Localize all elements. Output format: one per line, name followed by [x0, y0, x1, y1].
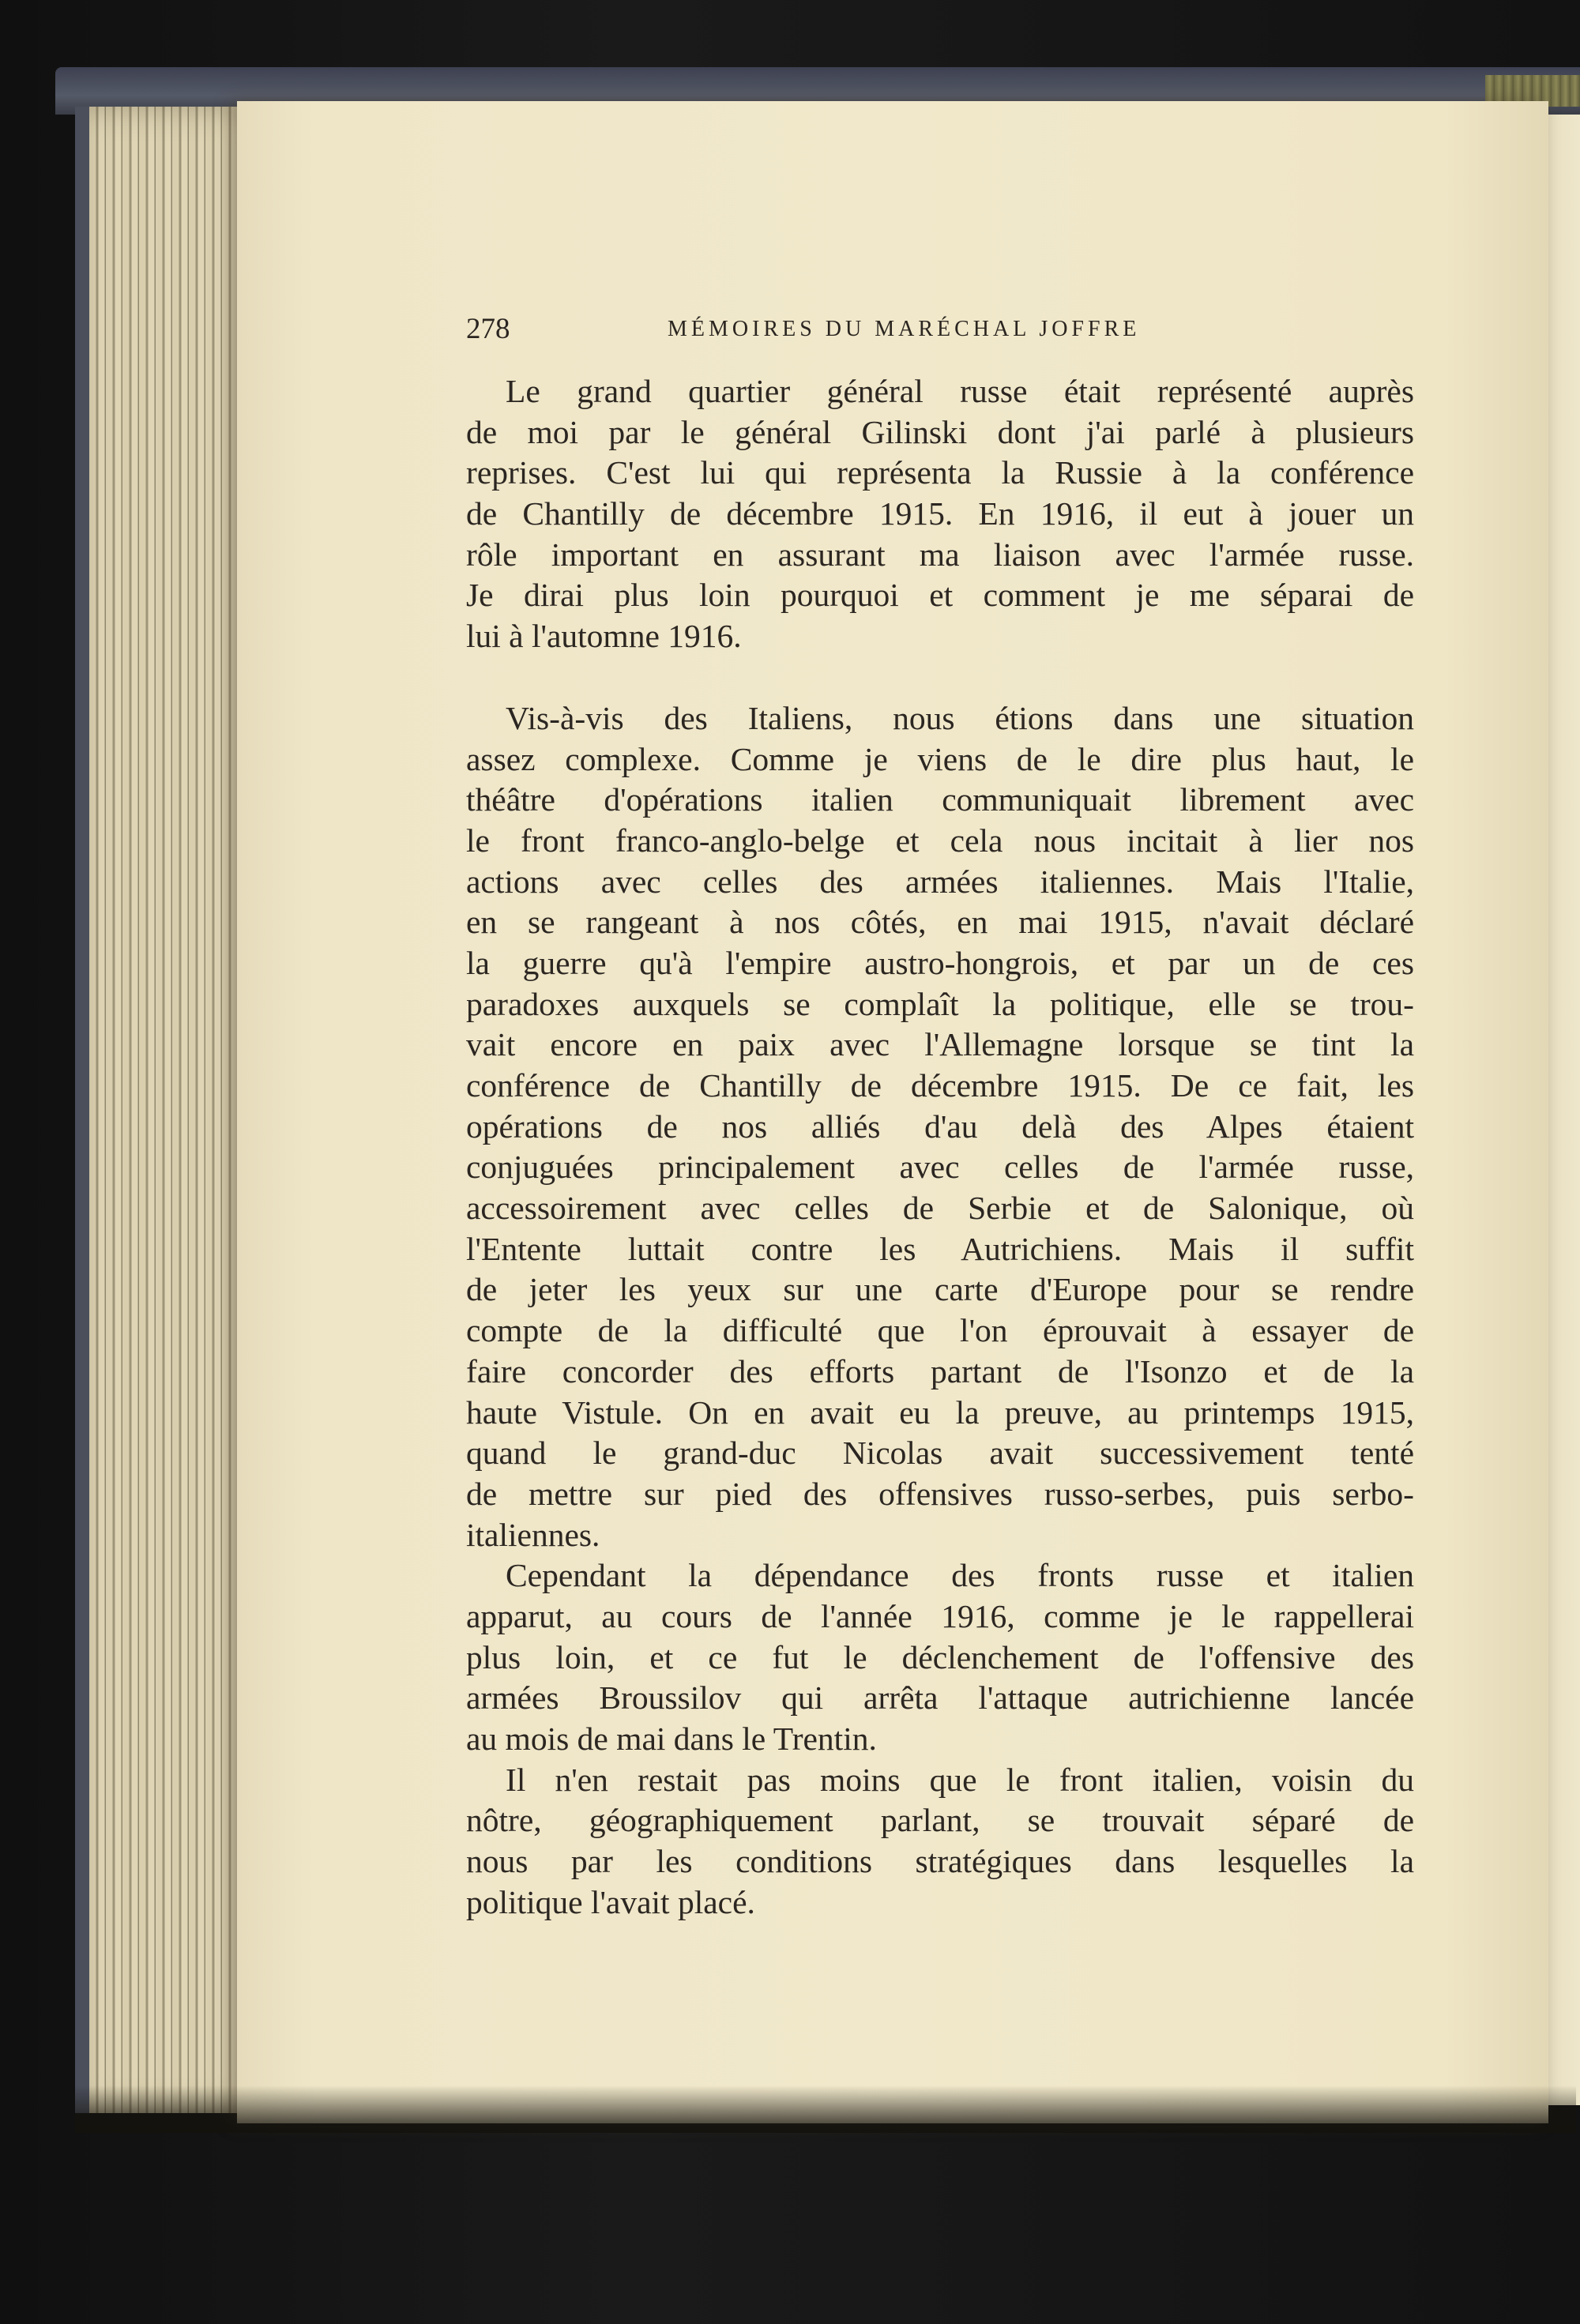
text-line: au mois de mai dans le Trentin.: [466, 1720, 877, 1757]
text-line: le front franco-anglo-belge et cela nous incitait à lier nos: [466, 822, 1414, 859]
text-line: paradoxes auxquels se complaît la politique, elle se trou-: [466, 985, 1414, 1022]
text-line: plus loin, et ce fut le déclenchement de l'offensive des: [466, 1638, 1414, 1675]
page-header: [466, 312, 1430, 352]
text-line: Vis-à-vis des Italiens, nous étions dans une situation: [506, 699, 1414, 736]
text-line: rôle important en assurant ma liaison avec l'armée russe.: [466, 536, 1414, 573]
text-line: nous par les conditions stratégiques dans lesquelles la: [466, 1843, 1414, 1880]
text-line: accessoirement avec celles de Serbie et de Salonique, où: [466, 1190, 1414, 1227]
text-line: faire concorder des efforts partant de l'Isonzo et de la: [466, 1352, 1414, 1390]
text-line: conjuguées principalement avec celles de l'armée russe,: [466, 1149, 1414, 1186]
text-line: Je dirai plus loin pourquoi et comment je me séparai de: [466, 577, 1414, 614]
text-line: haute Vistule. On en avait eu la preuve, au printemps 1915,: [466, 1393, 1414, 1431]
paragraph-4: [466, 1760, 1414, 1924]
text-line: de mettre sur pied des offensives russo-serbes, puis serbo-: [466, 1475, 1414, 1512]
bottom-shadow: [75, 2085, 1576, 2133]
paragraph-1: [466, 371, 1414, 657]
page-number: 278: [466, 313, 510, 345]
text-line: en se rangeant à nos côtés, en mai 1915, n'avait déclaré: [466, 904, 1414, 941]
text-line: Il n'en restait pas moins que le front italien, voisin du: [506, 1761, 1414, 1798]
running-head: MÉMOIRES DU MARÉCHAL JOFFRE: [668, 317, 1141, 341]
text-line: compte de la difficulté que l'on éprouvait à essayer de: [466, 1312, 1414, 1349]
text-line: Cependant la dépendance des fronts russe et italien: [506, 1557, 1414, 1594]
text-line: Le grand quartier général russe était représenté auprès: [506, 373, 1414, 409]
body-text: [466, 371, 1414, 1923]
text-line: lui à l'automne 1916.: [466, 618, 742, 655]
text-line: vait encore en paix avec l'Allemagne lorsque se tint la: [466, 1026, 1414, 1063]
text-line: la guerre qu'à l'empire austro-hongrois, et par un de ces: [466, 944, 1414, 981]
text-line: opérations de nos alliés d'au delà des Alpes étaient: [466, 1107, 1414, 1145]
text-line: nôtre, géographiquement parlant, se trouvait séparé de: [466, 1802, 1414, 1839]
text-line: théâtre d'opérations italien communiquait librement avec: [466, 781, 1414, 818]
text-line: reprises. C'est lui qui représenta la Russie à la conférence: [466, 454, 1414, 491]
text-line: l'Entente luttait contre les Autrichiens. Mais il suffit: [466, 1230, 1414, 1267]
text-line: politique l'avait placé.: [466, 1883, 755, 1920]
text-line: armées Broussilov qui arrêta l'attaque autrichienne lancée: [466, 1679, 1414, 1717]
paragraph-3: [466, 1555, 1414, 1759]
text-line: quand le grand-duc Nicolas avait successivement tenté: [466, 1435, 1414, 1472]
text-line: de Chantilly de décembre 1915. En 1916, il eut à jouer un: [466, 495, 1414, 532]
text-line: apparut, au cours de l'année 1916, comme je le rappellerai: [466, 1597, 1414, 1634]
paragraph-gap: [466, 657, 1414, 698]
text-line: actions avec celles des armées italiennes. Mais l'Italie,: [466, 863, 1414, 900]
text-line: conférence de Chantilly de décembre 1915. De ce fait, les: [466, 1067, 1414, 1104]
text-line: assez complexe. Comme je viens de le dire plus haut, le: [466, 740, 1414, 777]
text-line: de moi par le général Gilinski dont j'ai parlé à plusieurs: [466, 413, 1414, 450]
text-line: italiennes.: [466, 1516, 600, 1553]
text-line: de jeter les yeux sur une carte d'Europe pour se rendre: [466, 1271, 1414, 1308]
paragraph-2: [466, 698, 1414, 1555]
